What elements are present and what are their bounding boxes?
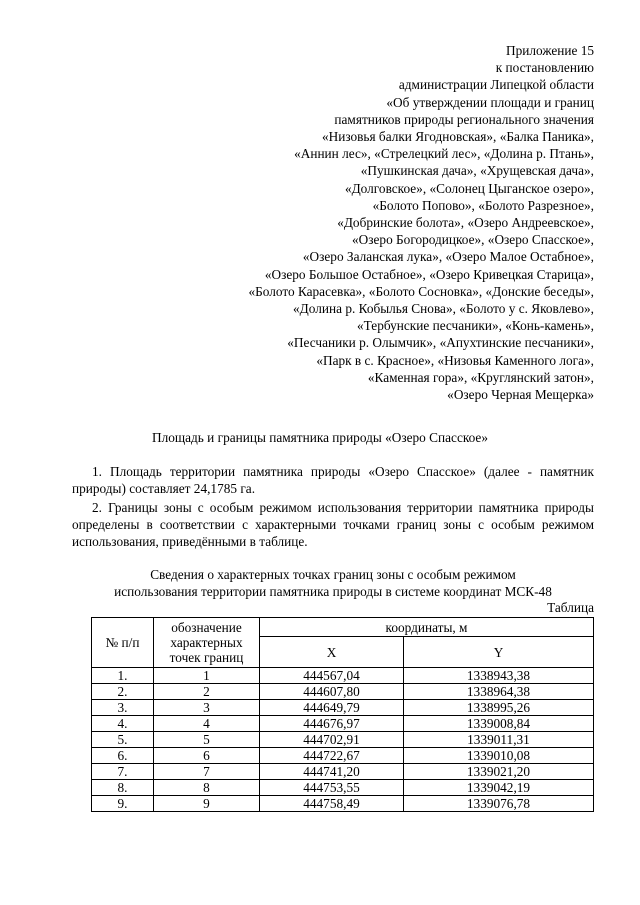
cell-number: 2.	[92, 684, 154, 700]
header-number: № п/п	[92, 618, 154, 668]
header-line: «Долговское», «Солонец Цыганское озеро»,	[344, 180, 594, 196]
cell-y: 1338943,38	[404, 668, 594, 684]
caption-line: Сведения о характерных точках границ зоны с особым режимом	[150, 567, 516, 582]
cell-y: 1339010,08	[404, 748, 594, 764]
table-row	[92, 780, 594, 796]
cell-point: 2	[154, 684, 260, 700]
header-line: «Озеро Заланская лука», «Озеро Малое Остабное»,	[302, 249, 594, 265]
header-line: к постановлению	[495, 60, 594, 76]
header-line: Приложение 15	[506, 43, 594, 58]
cell-number: 8.	[92, 780, 154, 796]
cell-y: 1339008,84	[404, 716, 594, 732]
table-label: Таблица	[547, 600, 594, 615]
header-line: «Каменная гора», «Круглянский затон»,	[367, 369, 594, 385]
header-point-line: обозначение	[171, 620, 242, 635]
cell-x: 444702,91	[260, 732, 404, 748]
table-row	[92, 748, 594, 764]
cell-y: 1339042,19	[404, 780, 594, 796]
table-row	[92, 716, 594, 732]
cell-number: 7.	[92, 764, 154, 780]
document-header	[134, 42, 594, 403]
caption-line: использования территории памятника природы в системе координат МСК-48	[114, 584, 552, 600]
paragraph-area	[72, 463, 594, 497]
cell-point: 3	[154, 700, 260, 716]
cell-point: 1	[154, 668, 260, 684]
header-line: «Озеро Богородицкое», «Озеро Спасское»,	[352, 232, 594, 248]
cell-number: 6.	[92, 748, 154, 764]
table-row	[92, 668, 594, 684]
cell-x: 444758,49	[260, 796, 404, 812]
cell-y: 1338964,38	[404, 684, 594, 700]
header-line: «Пушкинская дача», «Хрущевская дача»,	[360, 163, 594, 179]
header-line: «Аннин лес», «Стрелецкий лес», «Долина р. Птань»,	[294, 146, 594, 162]
cell-x: 444567,04	[260, 668, 404, 684]
cell-x: 444649,79	[260, 700, 404, 716]
paragraph-boundaries	[72, 499, 594, 551]
header-line: памятников природы регионального значения	[334, 111, 594, 127]
header-line: «Песчаники р. Олымчик», «Апухтинские песчаники»,	[287, 335, 594, 351]
cell-x: 444676,97	[260, 716, 404, 732]
cell-point: 6	[154, 748, 260, 764]
header-line: «Озеро Черная Мещерка»	[447, 387, 594, 403]
cell-number: 9.	[92, 796, 154, 812]
cell-point: 7	[154, 764, 260, 780]
table-caption	[60, 566, 606, 600]
cell-x: 444753,55	[260, 780, 404, 796]
cell-number: 4.	[92, 716, 154, 732]
table-row	[92, 764, 594, 780]
cell-point: 5	[154, 732, 260, 748]
header-line: «Добринские болота», «Озеро Андреевское»,	[337, 215, 594, 231]
header-line: администрации Липецкой области	[398, 77, 594, 93]
header-line: «Болото Карасевка», «Болото Сосновка», «Донские беседы»,	[248, 283, 594, 299]
header-line: «Долина р. Кобылья Снова», «Болото у с. Яковлево»,	[293, 301, 594, 317]
cell-y: 1339076,78	[404, 796, 594, 812]
cell-y: 1338995,26	[404, 700, 594, 716]
page-title: Площадь и границы памятника природы «Озеро Спасское»	[152, 430, 488, 445]
header-point	[154, 618, 260, 668]
cell-number: 3.	[92, 700, 154, 716]
cell-x: 444607,80	[260, 684, 404, 700]
paragraph-text: 2. Границы зоны с особым режимом использования территории памятника природы определены в соответствии с характерными точками границ зоны с особым режимом использования, приведёнными в таблице.	[72, 500, 594, 550]
cell-x: 444722,67	[260, 748, 404, 764]
table-row	[92, 732, 594, 748]
table-row	[92, 700, 594, 716]
header-line: «Об утверждении площади и границ	[386, 94, 594, 110]
header-line: «Озеро Большое Остабное», «Озеро Кривецкая Старица»,	[264, 266, 594, 282]
cell-number: 5.	[92, 732, 154, 748]
header-point-line: характерных	[170, 635, 243, 650]
table-row	[92, 684, 594, 700]
header-line: «Тербунские песчаники», «Конь-камень»,	[357, 318, 594, 334]
cell-y: 1339021,20	[404, 764, 594, 780]
header-coordinates: координаты, м	[260, 618, 594, 637]
header-point-line: точек границ	[169, 650, 244, 665]
cell-y: 1339011,31	[404, 732, 594, 748]
paragraph-text: 1. Площадь территории памятника природы «Озеро Спасское» (далее - памятник природы) составляет 24,1785 га.	[72, 464, 594, 497]
header-x: X	[260, 637, 404, 668]
cell-point: 4	[154, 716, 260, 732]
cell-point: 9	[154, 796, 260, 812]
header-y: Y	[404, 637, 594, 668]
cell-number: 1.	[92, 668, 154, 684]
header-line: «Парк в с. Красное», «Низовья Каменного лога»,	[316, 352, 594, 368]
header-line: «Болото Попово», «Болото Разрезное»,	[372, 197, 594, 213]
cell-point: 8	[154, 780, 260, 796]
coordinates-table	[91, 617, 594, 812]
header-line: «Низовья балки Ягодновская», «Балка Паника»,	[321, 129, 594, 145]
cell-x: 444741,20	[260, 764, 404, 780]
table-row	[92, 796, 594, 812]
